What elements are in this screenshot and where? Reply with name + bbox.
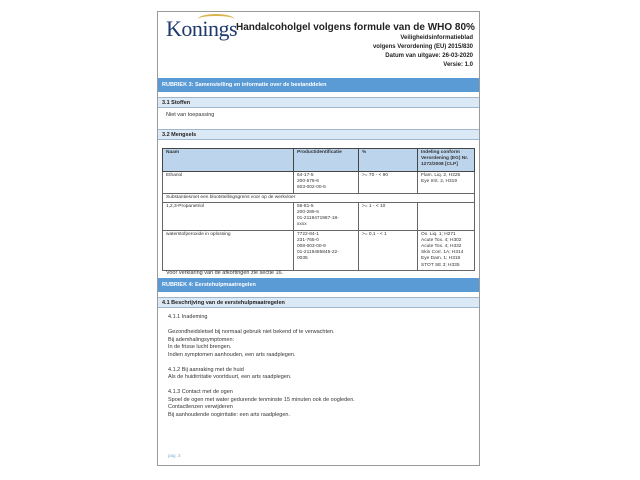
id-line: 7722-84-1 [297,231,319,237]
text-line: Bij aanhoudende oogirritatie: een arts raadplegen. [168,411,291,418]
id-line: 603-002-00-5 [297,185,326,191]
clp-line: Flam. Liq. 2, H225 [421,173,461,178]
col-naam: Naam [163,149,294,172]
text-line: Als de huidirritatie voortduurt, een arts raadplegen. [168,374,292,380]
subsection-3-2-header: 3.2 Mengsels [158,129,479,140]
table-row [163,193,475,202]
document-meta [373,34,473,70]
text-line: Bij ademhalingsymptomen: [168,336,235,343]
cell-naam: Ethanol [163,172,294,194]
cell-pct: >= 70 - < 90 [359,172,418,194]
cell-pct: >= 1 - < 10 [359,202,418,230]
cell-clp [418,172,475,194]
meta-date: Datum van uitgave: 26-03-2020 [385,53,473,59]
heading-huid: 4.1.2 Bij aanraking met de huid [168,366,244,373]
page-number: pag. 3 [168,453,181,458]
spacer [168,382,355,390]
col-productidentificatie: Productidentificatie [294,149,359,172]
table-row [163,172,475,194]
text-line: Spoel de ogen met water gedurende tenminste 15 minuten ook de oogleden. [168,396,355,403]
id-line: 01-2119471987-18- [297,216,339,222]
clp-line: STOT SE 3; H335 [421,262,460,268]
document-page [157,11,480,466]
cell-id [294,202,359,230]
cell-naam: 1,2,3-Propanetriol [163,202,294,230]
clp-line: Eye Dam. 1; H318 [421,256,461,262]
spacer [168,359,355,367]
cell-clp [418,230,475,270]
clp-line: Eye Irrit. 2, H319 [421,179,457,185]
mixture-table [162,148,475,271]
id-line: 200-289-5 [297,210,319,216]
clp-line: Acute Tox. 4; H332 [421,244,462,250]
col-percentage: % [359,149,418,172]
id-line: 01-2119485845-22- [297,250,339,256]
id-line: 64-17-5 [297,173,314,178]
text-line: Gezondheidsletsel bij normaal gebruik niet bekend of te verwachten. [168,329,335,335]
subsection-3-1-text: Niet van toepassing [166,112,215,118]
abbreviation-note: Voor verklaring van de afkortingen zie sectie 16. [166,270,284,276]
subsection-3-1-header: 3.1 Stoffen [158,97,479,108]
clp-line: Ox. Liq. 1; H271 [421,231,456,237]
meta-version: Versie: 1.0 [443,62,473,68]
table-header-row [163,149,475,172]
clp-line: Skin Corr. 1A; H314 [421,250,464,256]
document-title: Handalcoholgel volgens formule van de WHO 80% [236,22,475,33]
id-line: 008-003-00-9 [297,244,326,250]
id-line: 0035 [297,256,308,262]
konings-logo: Konings [166,16,238,41]
first-aid-text [168,314,355,419]
section-3-header: RUBRIEK 3: Samenstelling en informatie over de bestanddelen [158,78,479,92]
cell-span: Substantiesmet een blootstellingsgrens voor op de werkvloer [163,193,475,202]
cell-pct: >= 0,1 - < 1 [359,230,418,270]
heading-ogen: 4.1.3 Contact met de ogen [168,389,233,395]
meta-regulation: volgens Verordening (EU) 2015/830 [372,44,473,50]
text-line: In de frisse lucht brengen. [168,344,232,350]
table-row [163,202,475,230]
cell-clp [418,202,475,230]
text-line: Indien symptomen aanhouden, een arts raadplegen. [168,351,296,358]
cell-id [294,230,359,270]
subsection-4-1-header: 4.1 Beschrijving van de eerstehulpmaatregelen [158,297,479,308]
table-row [163,230,475,270]
id-line: 231-765-0 [297,237,319,243]
cell-id [294,172,359,194]
id-line: 56-81-5 [297,203,314,209]
heading-inademing: 4.1.1 Inademing [168,314,208,320]
col-clp: Indeling conform Verordening (EG) Nr. 1272/2008 [CLP] [418,149,475,172]
spacer [168,322,355,330]
clp-line: Acute Tox. 4; H302 [421,237,462,243]
section-4-header: RUBRIEK 4: Eerstehulpmaatregelen [158,278,479,292]
logo-swoosh-icon [198,14,234,24]
meta-type: Veiligheidsinformatieblad [400,35,473,41]
id-line: 200-578-6 [297,179,319,185]
id-line: xxxx [297,222,307,228]
text-line: Contactlenzen verwijderen [168,404,233,410]
cell-naam: waterstofperoxide in oplossing [163,230,294,270]
